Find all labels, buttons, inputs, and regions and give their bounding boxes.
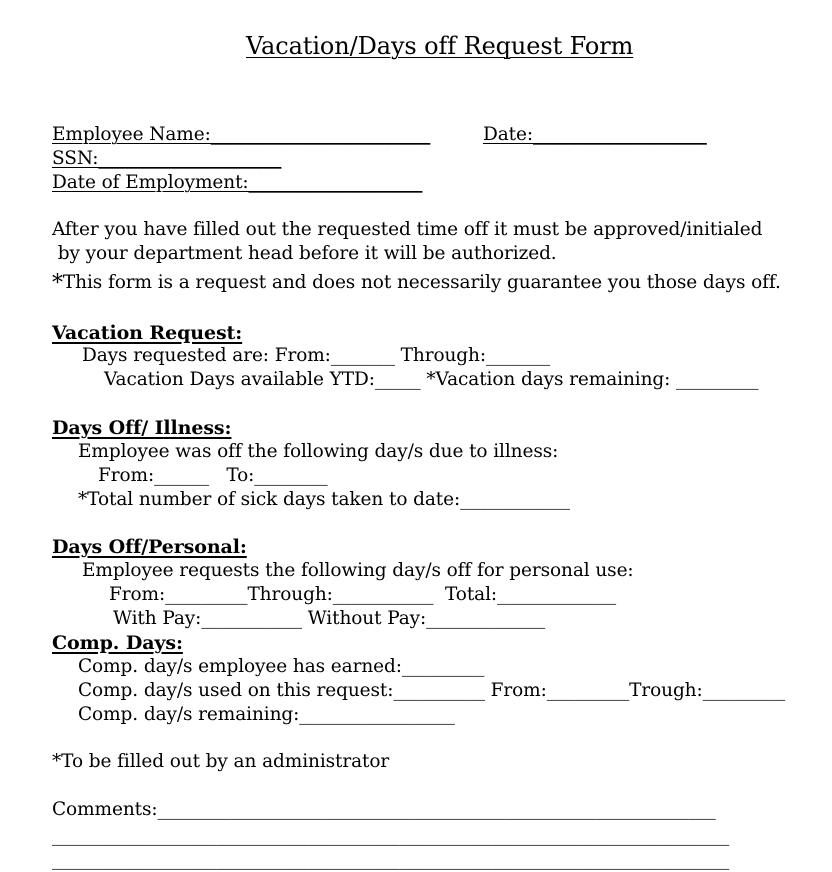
illness-dates-line: From:______ To:________ [98,465,328,486]
form-title: Vacation/Days off Request Form [246,32,634,60]
comp-remaining-line: Comp. day/s remaining:_________________ [78,704,455,725]
disclaimer-star: * [52,271,63,296]
comp-earned-line: Comp. day/s employee has earned:_________ [78,656,485,677]
disclaimer-text: This form is a request and does not necessarily guarantee you those days off. [62,272,781,293]
disclaimer-note [52,273,781,295]
intro-line-2: by your department head before it will be authorized. [52,243,557,264]
personal-dates-line: From:_________Through:___________ Total:_____________ [109,584,616,605]
date-of-employment-field: Date of Employment:___________________ [52,172,423,193]
comments-line-2: __________________________________________________________________________ [52,825,730,846]
vacation-request-heading: Vacation Request: [52,322,243,344]
personal-pay-line: With Pay:___________ Without Pay:_____________ [113,608,546,629]
comp-used-line: Comp. day/s used on this request:__________ From:_________Trough:_________ [78,680,785,701]
personal-line-1: Employee requests the following day/s off for personal use: [82,560,634,581]
vacation-days-available-line: Vacation Days available YTD:_____ *Vacation days remaining: _________ [104,369,759,390]
comments-line-3: __________________________________________________________________________ [52,849,730,870]
employee-name-field: Employee Name:________________________ [52,124,431,145]
date-field: Date:___________________ [483,124,707,145]
comp-days-heading: Comp. Days: [52,632,183,654]
sick-days-total-line: *Total number of sick days taken to date:____________ [78,489,570,510]
personal-heading: Days Off/Personal: [52,536,247,558]
vacation-dates-line: Days requested are: From:_______ Through:_______ [82,345,551,366]
comments-line-1: Comments:_____________________________________________________________ [52,799,716,820]
illness-line-1: Employee was off the following day/s due to illness: [78,441,559,462]
ssn-field: SSN:____________________ [52,148,282,169]
admin-note: *To be filled out by an administrator [52,751,390,772]
illness-heading: Days Off/ Illness: [52,417,232,439]
intro-line-1: After you have filled out the requested time off it must be approved/initialed [52,219,763,240]
